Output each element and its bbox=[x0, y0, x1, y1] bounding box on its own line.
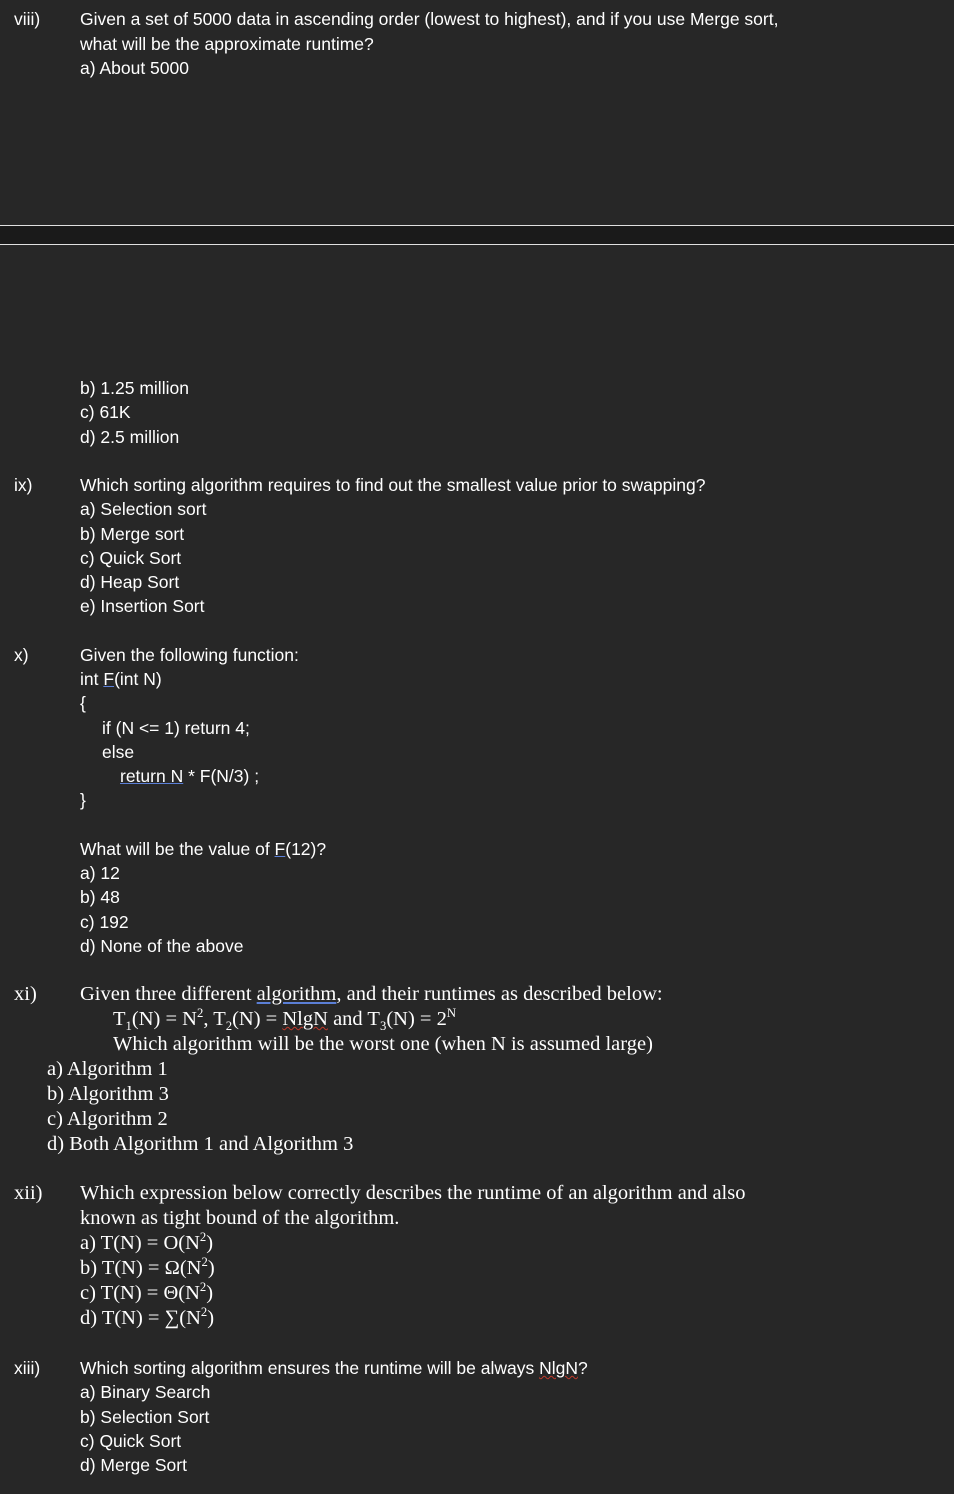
option: d) 2.5 million bbox=[80, 427, 180, 447]
code-brace-open: { bbox=[80, 693, 86, 713]
option: c) 192 bbox=[80, 912, 129, 932]
option: b) Algorithm 3 bbox=[47, 1083, 169, 1105]
option: a) $T(N) = O(N^2)$ bbox=[80, 1230, 214, 1254]
runtime-formulas: $T_1(N) = N^2$, $T_2(N) = NlgN$ and $T_3(N) = 2^N$ bbox=[113, 1006, 457, 1034]
question-number: xi) bbox=[14, 983, 37, 1005]
option: c) Quick Sort bbox=[80, 548, 182, 568]
option: b) 1.25 million bbox=[80, 378, 189, 398]
option: c) Quick Sort bbox=[80, 1431, 182, 1451]
option: d) $T(N) = \sum(N^2)$ bbox=[80, 1305, 215, 1329]
question-number: ix) bbox=[14, 475, 33, 495]
question-text: Which sorting algorithm requires to find out the smallest value prior to swapping? bbox=[80, 475, 706, 495]
question-text: Given a set of 5000 data in ascending order (lowest to highest), and if you use Merge sort, bbox=[80, 9, 779, 29]
option: a) Selection sort bbox=[80, 499, 207, 519]
question-number: x) bbox=[14, 645, 29, 665]
question-text: Given three different algorithm, and their runtimes as described below: bbox=[80, 983, 663, 1005]
option: b) Merge sort bbox=[80, 524, 185, 544]
code-if: if (N <= 1) return 4; bbox=[102, 718, 250, 738]
option: d) Heap Sort bbox=[80, 572, 180, 592]
code-brace-close: } bbox=[80, 790, 86, 810]
question-text: Which expression below correctly describes the runtime of an algorithm and also bbox=[80, 1182, 746, 1204]
option: e) Insertion Sort bbox=[80, 596, 205, 616]
option: a) Binary Search bbox=[80, 1382, 211, 1402]
question-text: known as tight bound of the algorithm. bbox=[80, 1207, 400, 1229]
page-break bbox=[0, 225, 954, 245]
option: a) 12 bbox=[80, 863, 120, 883]
question-text: Which sorting algorithm ensures the runtime will be always NlgN? bbox=[80, 1358, 588, 1378]
option: c) $T(N) = \Theta(N^2)$ bbox=[80, 1280, 214, 1304]
option: b) $T(N) = \Omega(N^2)$ bbox=[80, 1255, 215, 1279]
option: b) Selection Sort bbox=[80, 1407, 210, 1427]
option: d) None of the above bbox=[80, 936, 244, 956]
code-signature: int F(int N) bbox=[80, 669, 162, 689]
option: a) Algorithm 1 bbox=[47, 1058, 168, 1080]
question-text: Which algorithm will be the worst one (when N is assumed large) bbox=[113, 1033, 653, 1055]
option: b) 48 bbox=[80, 887, 120, 907]
question-number: xiii) bbox=[14, 1358, 41, 1378]
code-return: return N * F(N/3) ; bbox=[120, 766, 260, 786]
question-number: xii) bbox=[14, 1182, 43, 1204]
question-text: what will be the approximate runtime? bbox=[80, 34, 374, 54]
option: d) Both Algorithm 1 and Algorithm 3 bbox=[47, 1133, 354, 1155]
option: c) Algorithm 2 bbox=[47, 1108, 168, 1130]
function-name: F bbox=[103, 669, 115, 689]
option: d) Merge Sort bbox=[80, 1455, 187, 1475]
option: c) 61K bbox=[80, 402, 131, 422]
question-number: viii) bbox=[14, 9, 41, 29]
option: a) About 5000 bbox=[80, 58, 189, 78]
code-else: else bbox=[102, 742, 135, 762]
question-text: Given the following function: bbox=[80, 645, 299, 665]
question-text: What will be the value of F(12)? bbox=[80, 839, 327, 859]
